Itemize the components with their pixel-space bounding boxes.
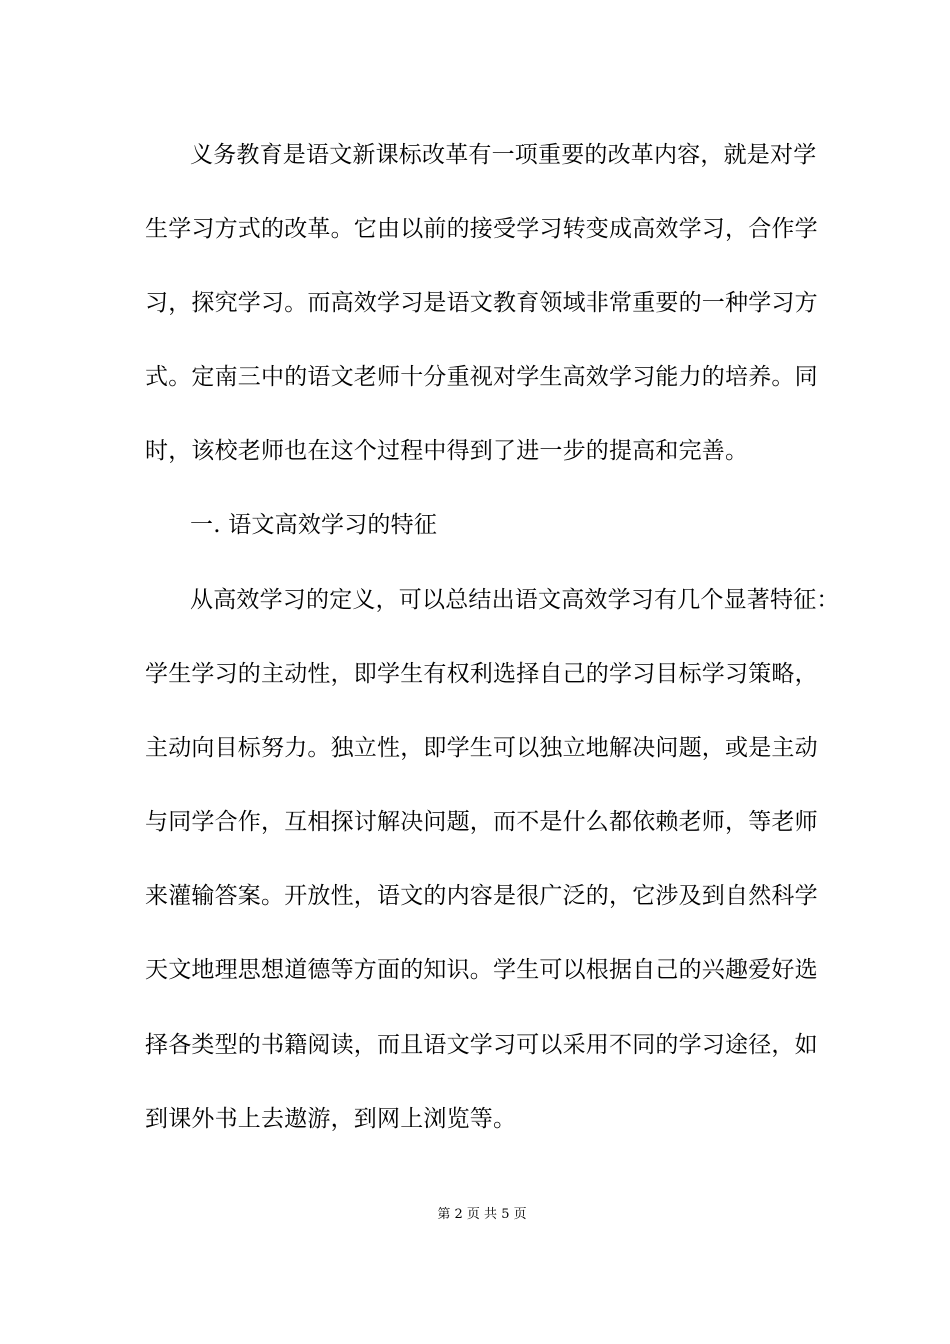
paragraph-line: 天文地理思想道德等方面的知识。学生可以根据自己的兴趣爱好选	[145, 957, 818, 983]
paragraph-line: 与同学合作，互相探讨解决问题，而不是什么都依赖老师，等老师	[145, 809, 818, 835]
paragraph-line: 生学习方式的改革。它由以前的接受学习转变成高效学习，合作学	[145, 216, 818, 242]
paragraph-line: 主动向目标努力。独立性，即学生可以独立地解决问题，或是主动	[145, 735, 818, 761]
paragraph-line: 从高效学习的定义，可以总结出语文高效学习有几个显著特征：	[190, 587, 840, 613]
paragraph-line: 义务教育是语文新课标改革有一项重要的改革内容，就是对学	[190, 142, 817, 168]
paragraph-line: 时，该校老师也在这个过程中得到了进一步的提高和完善。	[145, 438, 749, 464]
paragraph-line: 习，探究学习。而高效学习是语文教育领域非常重要的一种学习方	[145, 290, 818, 316]
paragraph-line: 式。定南三中的语文老师十分重视对学生高效学习能力的培养。同	[145, 364, 818, 390]
paragraph-line: 来灌输答案。开放性，语文的内容是很广泛的，它涉及到自然科学	[145, 883, 818, 909]
page-number-footer: 第 2 页 共 5 页	[437, 1207, 527, 1222]
paragraph-line: 择各类型的书籍阅读，而且语文学习可以采用不同的学习途径，如	[145, 1032, 818, 1058]
paragraph-line: 学生学习的主动性，即学生有权利选择自己的学习目标学习策略，	[145, 661, 818, 687]
paragraph-line: 到课外书上去遨游，到网上浏览等。	[145, 1106, 517, 1132]
section-heading: 一. 语文高效学习的特征	[190, 512, 438, 538]
